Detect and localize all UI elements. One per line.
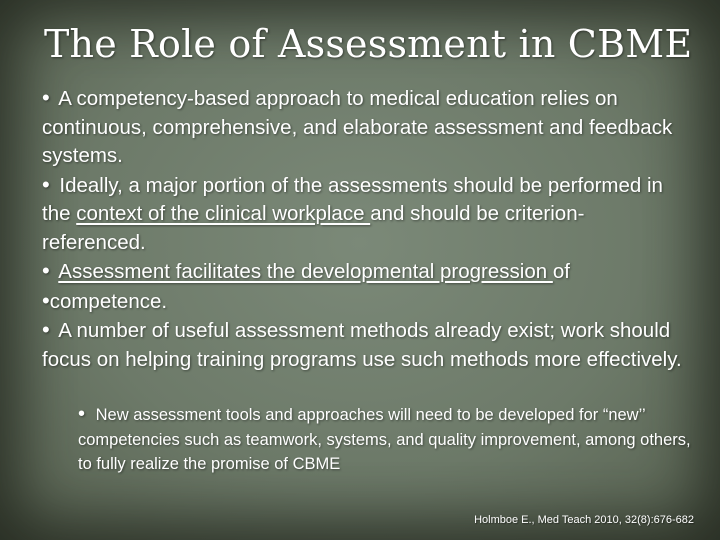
bullet-4-text: competence. bbox=[49, 289, 168, 313]
bullet-1 bbox=[42, 84, 682, 171]
sub-bullet-text: New assessment tools and approaches will need to be developed for “new’’ competencies such as teamwork, systems, and quality improvement, among others, to fully realize the promise of CBME bbox=[78, 406, 691, 473]
bullet-3 bbox=[42, 257, 682, 287]
slide-title: The Role of Assessment in CBME bbox=[44, 22, 693, 66]
bullet-list bbox=[42, 84, 682, 374]
bullet-2-underlined-text: context of the clinical workplace bbox=[76, 202, 371, 225]
bullet-dot: • bbox=[42, 171, 50, 197]
citation: Holmboe E., Med Teach 2010, 32(8):676-682 bbox=[474, 514, 694, 526]
bullet-dot: • bbox=[42, 85, 50, 110]
bullet-dot: • bbox=[42, 258, 50, 283]
bullet-5 bbox=[42, 316, 682, 374]
bullet-3-underlined-text: Assessment facilitates the developmental progression bbox=[58, 260, 553, 283]
bullet-dot: • bbox=[42, 317, 50, 342]
bullet-1-text: A competency-based approach to medical education relies on continuous, comprehensive, and elaborate assessment and feedback systems. bbox=[42, 87, 673, 167]
bullet-5-text: A number of useful assessment methods already exist; work should focus on helping training programs use such methods more effectively. bbox=[42, 319, 682, 371]
bullet-2 bbox=[42, 171, 682, 258]
bullet-2-text-pre: Ideally, a major portion of the assessments should be performed in the bbox=[42, 173, 663, 225]
sub-bullet bbox=[78, 402, 698, 477]
bullet-2-text-post: and should be criterion-referenced. bbox=[42, 202, 585, 254]
sub-bullet-dot: • bbox=[78, 403, 86, 425]
bullet-dot: • bbox=[42, 287, 50, 313]
bullet-4 bbox=[42, 287, 682, 317]
bullet-3-text-post: of bbox=[552, 260, 570, 283]
